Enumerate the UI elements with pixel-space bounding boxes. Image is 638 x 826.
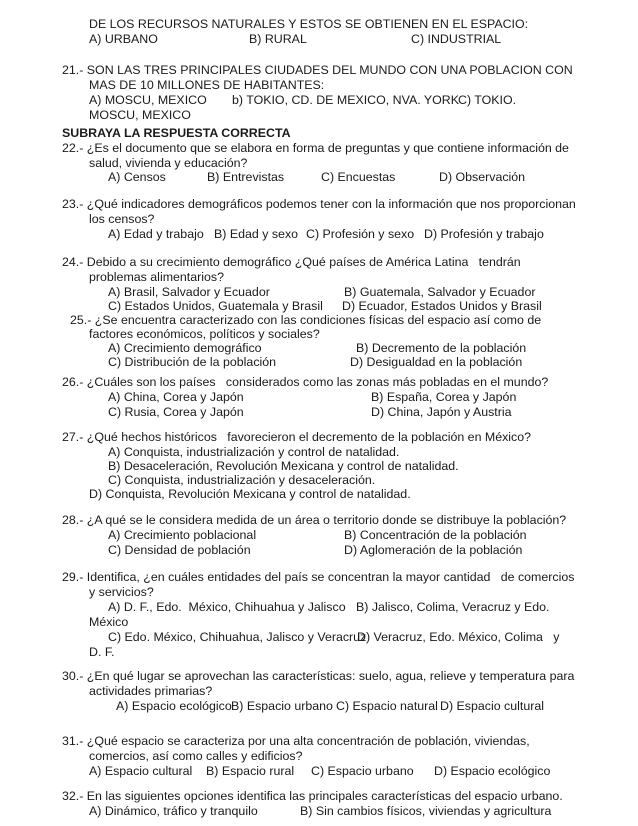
q25-option-d: D) Desigualdad en la población xyxy=(350,355,523,369)
q26-option-c: C) Rusia, Corea y Japón xyxy=(108,405,244,419)
q22-option-c: C) Encuestas xyxy=(321,170,396,184)
q26-option-a: A) China, Corea y Japón xyxy=(108,390,244,404)
q23-text: 23.- ¿Qué indicadores demográficos podemos tener con la información que nos proporcionan xyxy=(62,197,576,211)
q29-text: 29.- Identifica, ¿en cuáles entidades del país se concentran la mayor cantidad de comercios xyxy=(62,570,575,584)
q29-text-cont: y servicios? xyxy=(89,585,154,599)
q24-option-c: C) Estados Unidos, Guatemala y Brasil xyxy=(108,299,323,313)
q24-text: 24.- Debido a su crecimiento demográfico ¿Qué países de América Latina tendrán xyxy=(62,255,521,269)
q21-option-c-cont: MOSCU, MEXICO xyxy=(89,108,191,122)
q31-option-c: C) Espacio urbano xyxy=(311,764,414,778)
q32-option-a: A) Dinámico, tráfico y tranquilo xyxy=(89,804,258,818)
q25-option-b: B) Decremento de la población xyxy=(356,341,527,355)
q22-text: 22.- ¿Es el documento que se elabora en forma de preguntas y que contiene información de xyxy=(62,141,569,155)
q21-option-c: C) TOKIO. xyxy=(458,93,517,107)
q24-option-b: B) Guatemala, Salvador y Ecuador xyxy=(344,285,536,299)
q24-option-a: A) Brasil, Salvador y Ecuador xyxy=(108,285,270,299)
q32-option-b: B) Sin cambios físicos, viviendas y agricultura xyxy=(300,804,552,818)
q23-option-c: C) Profesión y sexo xyxy=(306,227,415,241)
q23-option-b: B) Edad y sexo xyxy=(214,227,299,241)
q31-option-a: A) Espacio cultural xyxy=(89,764,193,778)
q29-option-a: A) D. F., Edo. México, Chihuahua y Jalisco xyxy=(108,600,346,614)
q30-option-c: C) Espacio natural xyxy=(336,699,438,713)
q29-option-d-cont: D. F. xyxy=(89,645,115,659)
q20-text: DE LOS RECURSOS NATURALES Y ESTOS SE OBTIENEN EN EL ESPACIO: xyxy=(89,17,529,31)
q28-text: 28.- ¿A qué se le considera medida de un área o territorio donde se distribuye la población? xyxy=(62,513,567,527)
q22-text-cont: salud, vivienda y educación? xyxy=(89,156,248,170)
q28-option-b: B) Concentración de la población xyxy=(344,528,527,542)
q23-option-d: D) Profesión y trabajo xyxy=(424,227,544,241)
q27-text: 27.- ¿Qué hechos históricos favorecieron el decremento de la población en México? xyxy=(62,430,532,444)
q22-option-d: D) Observación xyxy=(439,170,526,184)
q31-text: 31.- ¿Qué espacio se caracteriza por una alta concentración de población, viviendas, xyxy=(62,734,530,748)
q29-option-b: B) Jalisco, Colima, Veracruz y Edo. xyxy=(356,600,550,614)
q31-text-cont: comercios, así como calles y edificios? xyxy=(89,749,303,763)
q24-text-cont: problemas alimentarios? xyxy=(89,270,224,284)
q29-option-c: C) Edo. México, Chihuahua, Jalisco y Veracruz xyxy=(108,630,367,644)
q29-option-d: D) Veracruz, Edo. México, Colima y xyxy=(357,630,560,644)
q28-option-c: C) Densidad de población xyxy=(108,543,251,557)
q24-option-d: D) Ecuador, Estados Unidos y Brasil xyxy=(342,299,542,313)
q22-option-a: A) Censos xyxy=(108,170,166,184)
q22-option-b: B) Entrevistas xyxy=(207,170,285,184)
q26-text: 26.- ¿Cuáles son los países considerados como las zonas más pobladas en el mundo? xyxy=(62,375,549,389)
q27-option-b: B) Desaceleración, Revolución Mexicana y control de natalidad. xyxy=(108,459,459,473)
section-heading: SUBRAYA LA RESPUESTA CORRECTA xyxy=(62,126,291,140)
q27-option-d: D) Conquista, Revolución Mexicana y control de natalidad. xyxy=(89,487,411,501)
q32-text: 32.- En las siguientes opciones identifica las principales características del espacio urbano. xyxy=(62,789,563,803)
q21-text-cont: MAS DE 10 MILLONES DE HABITANTES: xyxy=(89,78,325,92)
q30-option-d: D) Espacio cultural xyxy=(440,699,544,713)
q21-text: 21.- SON LAS TRES PRINCIPALES CIUDADES DEL MUNDO CON UNA POBLACION CON xyxy=(62,63,573,77)
q23-option-a: A) Edad y trabajo xyxy=(108,227,204,241)
q31-option-b: B) Espacio rural xyxy=(206,764,295,778)
q27-option-a: A) Conquista, industrialización y control de natalidad. xyxy=(108,445,400,459)
q30-option-b: B) Espacio urbano xyxy=(231,699,333,713)
q25-option-c: C) Distribución de la población xyxy=(108,355,277,369)
q25-option-a: A) Crecimiento demográfico xyxy=(108,341,262,355)
q26-option-b: B) España, Corea y Japón xyxy=(371,390,517,404)
q30-text: 30.- ¿En qué lugar se aprovechan las características: suelo, agua, relieve y temperatura para xyxy=(62,669,575,683)
q28-option-d: D) Aglomeración de la población xyxy=(344,543,523,557)
q20-option-a: A) URBANO xyxy=(89,32,158,46)
q20-option-c: C) INDUSTRIAL xyxy=(411,32,502,46)
q26-option-d: D) China, Japón y Austria xyxy=(371,405,512,419)
q31-option-d: D) Espacio ecológico xyxy=(434,764,551,778)
q21-option-a: A) MOSCU, MEXICO xyxy=(89,93,207,107)
q27-option-c: C) Conquista, industrialización y desaceleración. xyxy=(108,473,376,487)
q25-text-cont: factores económicos, políticos y sociales? xyxy=(89,327,320,341)
q28-option-a: A) Crecimiento poblacional xyxy=(108,528,257,542)
q30-text-cont: actividades primarias? xyxy=(89,684,213,698)
q29-option-b-cont: México xyxy=(89,615,129,629)
q30-option-a: A) Espacio ecológico xyxy=(116,699,232,713)
q23-text-cont: los censos? xyxy=(89,212,155,226)
q25-text: 25.- ¿Se encuentra caracterizado con las condiciones físicas del espacio así como de xyxy=(70,313,542,327)
q20-option-b: B) RURAL xyxy=(249,32,307,46)
q21-option-b: b) TOKIO, CD. DE MEXICO, NVA. YORK xyxy=(232,93,459,107)
